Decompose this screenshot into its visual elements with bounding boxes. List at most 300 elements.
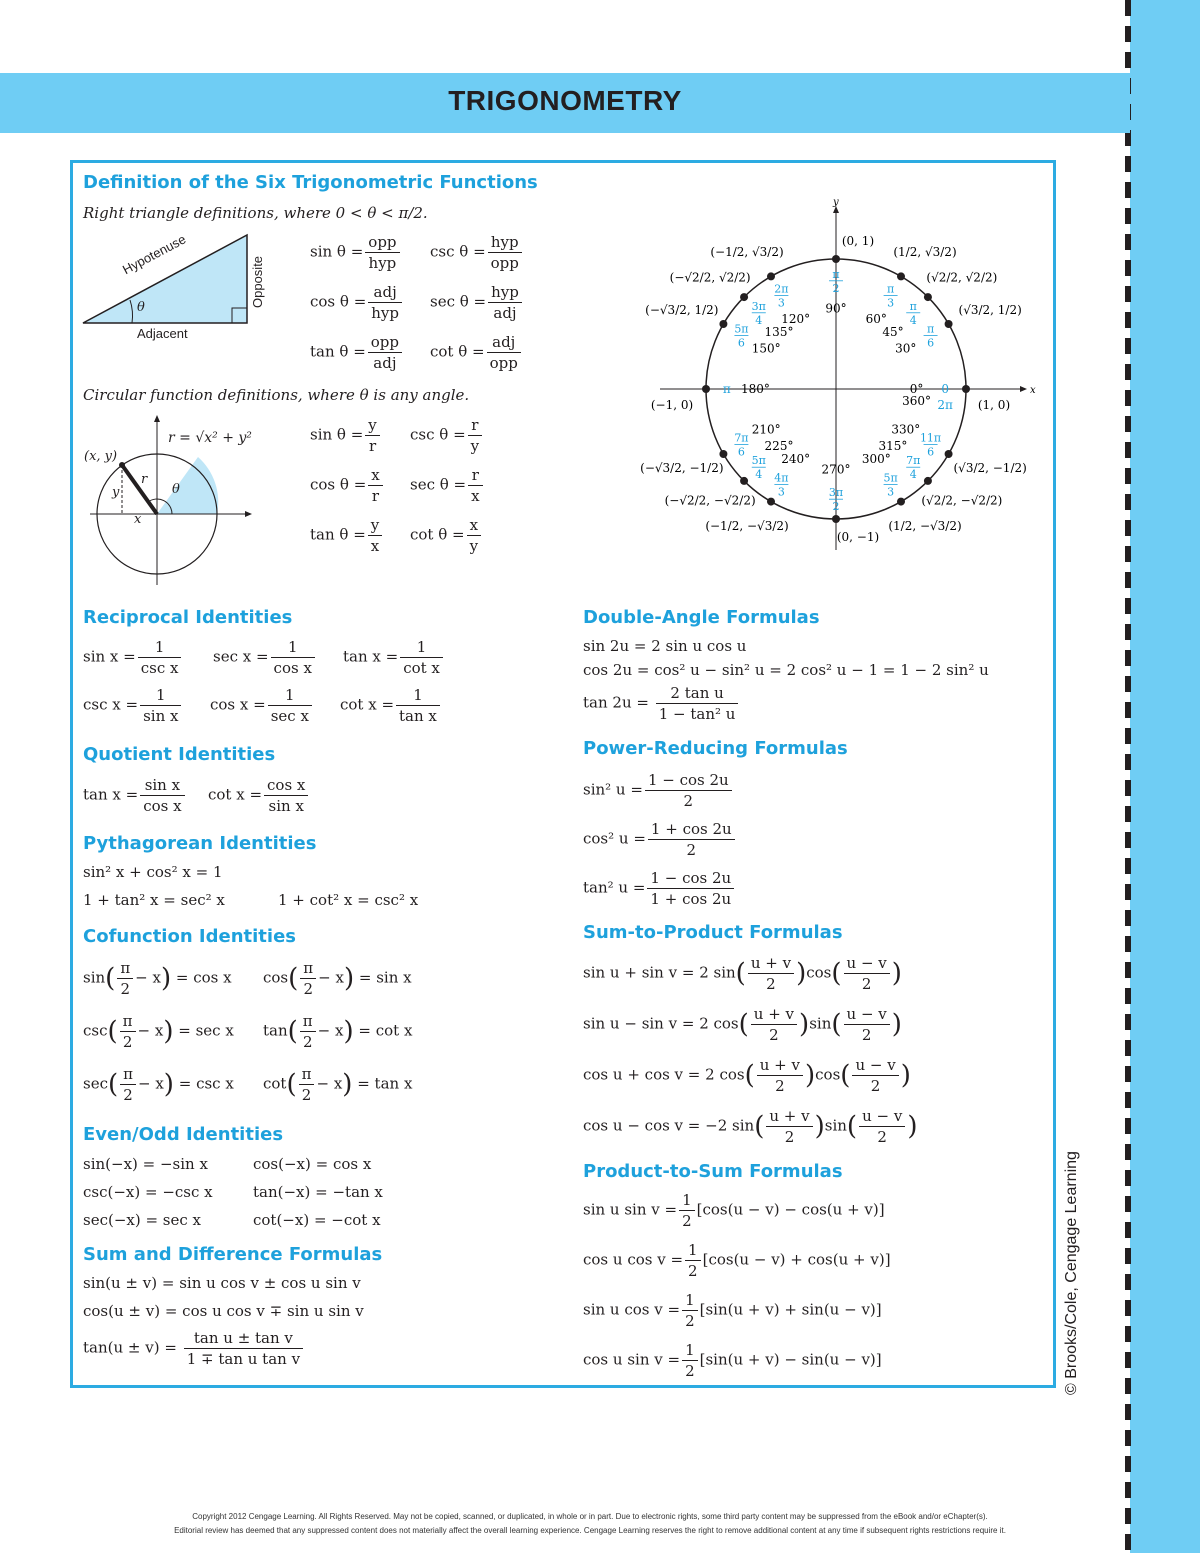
power-num-1: 1 + cos 2u [648, 819, 735, 840]
radian-num-60: π [886, 282, 895, 296]
right-def-fn: tan θ = [310, 342, 366, 361]
unit-point-135 [740, 293, 748, 301]
radian-num-225: 5π [751, 454, 766, 468]
quot-num-0: sin x [140, 775, 184, 796]
sumprod-lhs: sin u + sin v = 2 sin [583, 963, 736, 982]
coord-label-270: (0, −1) [836, 530, 880, 544]
circ-def-den-0-0: r [368, 437, 377, 455]
radian-num-135: 3π [751, 299, 766, 313]
power-reducing-heading: Power-Reducing Formulas [583, 738, 848, 759]
circ-def-fn: sec θ = [410, 475, 467, 494]
degree-label-240: 240° [781, 451, 811, 466]
circle-theta-label: θ [172, 482, 180, 497]
cofn-0-1: cos( $\frac{\pi}{2}$ − x) = sin x [263, 959, 412, 998]
unit-point-315 [924, 477, 932, 485]
radian-den-315: 4 [909, 468, 917, 482]
coord-label-135: (−√2/2, √2/2) [669, 270, 751, 285]
power-0 [583, 770, 734, 811]
prodsum-lhs: cos u sin v = [583, 1350, 681, 1369]
recip-fn: tan x = [343, 647, 399, 666]
recip-num-1-1: 1 [268, 685, 312, 706]
sumprod-b-den-3: 2 [877, 1128, 887, 1146]
right-def-1-0 [310, 282, 404, 323]
prodsum-num-3: 1 [682, 1340, 698, 1361]
circ-def-den-0-1: y [470, 437, 480, 455]
degree-label-60: 60° [865, 312, 887, 327]
recip-1-0 [83, 685, 183, 726]
recip-fn: sin x = [83, 647, 136, 666]
cofn-num-2-0: π [120, 1064, 136, 1085]
right-def-fn: sin θ = [310, 242, 364, 261]
point-label: (x, y) [84, 449, 118, 464]
cofn-den-0-1: 2 [303, 980, 313, 998]
cofn-2-1: cot( $\frac{\pi}{2}$ − x) = tan x [263, 1065, 413, 1104]
sumprod-b-num-0: u − v [844, 953, 890, 974]
cofn-num-2-1: π [299, 1064, 315, 1085]
degree-label-210: 210° [751, 422, 781, 437]
radian-label-360: 2π [937, 398, 953, 412]
circ-def-0-0 [310, 415, 382, 456]
sumdiff-line-2: cos(u ± v) = cos u cos v ∓ sin u sin v [83, 1302, 364, 1320]
radian-den-45: 4 [909, 313, 917, 327]
legal-notice-2: Editorial review has deemed that any suppressed content does not materially affect the overall learning experience. Cengage Learning reserves the right to remove additional content at any time if subsequent rights restrictions require it. [174, 1526, 1006, 1535]
radian-den-60: 3 [887, 296, 895, 310]
radian-den-120: 3 [777, 296, 785, 310]
radian-num-120: 2π [774, 282, 789, 296]
double-tan-lhs: tan 2u = [583, 693, 649, 712]
x-leg-label: x [134, 512, 142, 527]
unit-point-330 [945, 450, 953, 458]
radian-num-300: 5π [883, 471, 898, 485]
degree-label-270: 270° [821, 462, 851, 477]
unit-point-0 [962, 385, 970, 393]
quot-num-1: cos x [264, 775, 308, 796]
coord-label-180: (−1, 0) [650, 398, 694, 412]
recip-den-1-2: tan x [399, 707, 437, 725]
degree-label-225: 225° [764, 438, 794, 453]
right-def-den-0-1: opp [490, 254, 519, 272]
degree-label-300: 300° [861, 451, 891, 466]
recip-0-0 [83, 637, 183, 678]
evenodd-2-0 [83, 1210, 201, 1230]
radian-num-90: π [832, 267, 840, 281]
cofn-minus-x: − x [316, 1074, 343, 1093]
circ-def-num-2-0: y [368, 515, 382, 536]
cofn-den-0-0: 2 [120, 980, 131, 998]
sum-to-product-heading: Sum-to-Product Formulas [583, 922, 843, 943]
coord-label-90: (0, 1) [841, 234, 875, 248]
power-1 [583, 819, 737, 860]
sumdiff-heading: Sum and Difference Formulas [83, 1244, 383, 1265]
double-tan-den: 1 − tan² u [658, 705, 736, 723]
evenodd-text: tan(−x) = −tan x [253, 1183, 383, 1201]
sumprod-a-num-1: u + v [751, 1004, 797, 1025]
circ-def-num-0-1: r [468, 415, 482, 436]
sumprod-a-den-2: 2 [775, 1077, 785, 1095]
right-def-0-0 [310, 232, 402, 273]
circ-def-den-1-1: x [471, 487, 480, 505]
evenodd-text: cot(−x) = −cot x [253, 1211, 381, 1229]
right-def-fn: csc θ = [430, 242, 486, 261]
right-def-den-2-1: opp [489, 354, 518, 372]
sumprod-mid: sin [809, 1014, 832, 1033]
quot-fn: cot x = [208, 785, 263, 804]
cofn-den-1-0: 2 [122, 1033, 133, 1051]
prodsum-rhs: [sin(u + v) − sin(u − v)] [699, 1350, 882, 1369]
right-def-1-1 [430, 282, 524, 323]
sumprod-a-num-2: u + v [757, 1055, 803, 1076]
reciprocal-heading: Reciprocal Identities [83, 607, 293, 628]
recip-den-0-0: csc x [140, 659, 179, 677]
radian-den-150: 6 [737, 336, 745, 350]
radian-den-330: 6 [927, 445, 935, 459]
cofn-minus-x: − x [137, 1021, 164, 1040]
double-line-3 [583, 683, 740, 724]
sumprod-a-den-3: 2 [784, 1128, 795, 1146]
recip-fn: sec x = [213, 647, 269, 666]
opposite-label: Opposite [250, 255, 265, 308]
sumprod-a-num-3: u + v [766, 1106, 812, 1127]
circ-def-fn: cot θ = [410, 525, 465, 544]
right-margin-strip [1130, 0, 1200, 1553]
radian-den-210: 6 [737, 445, 745, 459]
unit-point-180 [702, 385, 710, 393]
definitions-heading: Definition of the Six Trigonometric Functions [83, 172, 538, 193]
radian-den-300: 3 [887, 485, 895, 499]
radian-num-150: 5π [734, 322, 749, 336]
cofn-den-2-1: 2 [301, 1086, 312, 1104]
prodsum-lhs: cos u cos v = [583, 1250, 684, 1269]
circ-def-fn: tan θ = [310, 525, 366, 544]
radian-den-225: 4 [755, 468, 763, 482]
unit-point-150 [719, 320, 727, 328]
power-den-2: 1 + cos 2u [650, 890, 732, 908]
right-def-num-2-0: opp [368, 332, 402, 353]
quot-fn: tan x = [83, 785, 139, 804]
evenodd-text: csc(−x) = −csc x [83, 1183, 213, 1201]
power-2 [583, 868, 736, 909]
evenodd-0-0 [83, 1154, 208, 1174]
power-fn: tan² u = [583, 878, 646, 897]
cofn-fn: tan [263, 1021, 288, 1040]
recip-den-0-1: cos x [273, 659, 312, 677]
sumprod-a-den-0: 2 [766, 975, 776, 993]
cofn-num-0-1: π [300, 958, 316, 979]
recip-num-0-0: 1 [138, 637, 182, 658]
degree-label-135: 135° [764, 325, 794, 340]
coord-label-45: (√2/2, √2/2) [926, 270, 998, 285]
coord-label-225: (−√2/2, −√2/2) [664, 493, 756, 508]
degree-label-120: 120° [781, 312, 811, 327]
circ-def-fn: cos θ = [310, 475, 367, 494]
circ-def-den-1-0: r [371, 487, 380, 505]
pythagorean-line-2a: 1 + tan² x = sec² x [83, 891, 225, 909]
right-def-den-1-1: adj [493, 304, 517, 322]
unit-point-270 [832, 515, 840, 523]
sumprod-lhs: cos u − cos v = −2 sin [583, 1116, 755, 1135]
sumprod-b-den-1: 2 [861, 1026, 872, 1044]
prodsum-num-1: 1 [685, 1240, 701, 1261]
cofn-minus-x: − x [138, 1074, 164, 1093]
evenodd-1-1 [253, 1182, 383, 1202]
radius-r-label: r [141, 472, 148, 487]
double-tan-num: 2 tan u [656, 683, 739, 704]
quot-den-0: cos x [143, 797, 182, 815]
sumdiff-tan-num: tan u ± tan v [184, 1328, 303, 1349]
recip-num-1-0: 1 [140, 685, 181, 706]
cofn-rhs: = cot x [358, 1021, 413, 1040]
degree-label-0: 0° [909, 382, 924, 396]
prodsum-den-1: 2 [688, 1262, 698, 1280]
degree-label-330: 330° [891, 422, 921, 437]
cofn-minus-x: − x [135, 968, 161, 987]
cofn-num-1-1: π [300, 1011, 316, 1032]
prodsum-num-0: 1 [679, 1190, 695, 1211]
circ-def-fn: csc θ = [410, 425, 466, 444]
cofn-1-1: tan( $\frac{\pi}{2}$ − x) = cot x [263, 1012, 413, 1051]
right-def-num-2-1: adj [487, 332, 521, 353]
cofn-rhs: = tan x [357, 1074, 413, 1093]
unit-point-45 [924, 293, 932, 301]
cofn-minus-x: − x [317, 1021, 344, 1040]
product-to-sum-heading: Product-to-Sum Formulas [583, 1161, 843, 1182]
x-axis-label: x [1030, 385, 1036, 396]
recip-fn: cos x = [210, 695, 266, 714]
degree-label-45: 45° [882, 325, 904, 340]
radian-label-180: π [722, 382, 731, 396]
sumprod-1: sin u − sin v = 2 cos( $\frac{u + v}{2}$ )sin( $\frac{u - v}{2}$ ) [583, 1005, 902, 1044]
evenodd-2-1 [253, 1210, 381, 1230]
sumdiff-tan-lhs: tan(u ± v) = [83, 1338, 177, 1357]
cofn-fn: cot [263, 1074, 287, 1093]
coord-label-150: (−√3/2, 1/2) [645, 303, 719, 317]
radian-den-135: 4 [755, 313, 763, 327]
unit-point-225 [740, 477, 748, 485]
sumprod-0: sin u + sin v = 2 sin( $\frac{u + v}{2}$ )cos( $\frac{u - v}{2}$ ) [583, 954, 902, 993]
double-angle-heading: Double-Angle Formulas [583, 607, 820, 628]
sumprod-a-den-1: 2 [769, 1026, 779, 1044]
right-def-den-0-0: hyp [368, 254, 397, 272]
cofn-0-0: sin( $\frac{\pi}{2}$ − x) = cos x [83, 959, 232, 998]
sumprod-3: cos u − cos v = −2 sin( $\frac{u + v}{2}$ )sin( $\frac{u - v}{2}$ ) [583, 1107, 918, 1146]
recip-num-1-2: 1 [396, 685, 440, 706]
circ-def-2-0 [310, 515, 384, 556]
coord-label-0: (1, 0) [977, 398, 1011, 412]
sumprod-b-num-1: u − v [844, 1004, 890, 1025]
cofn-fn: csc [83, 1021, 108, 1040]
radian-den-270: 2 [832, 500, 840, 514]
x-axis-arrow [1020, 386, 1027, 392]
circ-def-2-1 [410, 515, 483, 556]
power-den-0: 2 [683, 792, 694, 810]
double-line-2: cos 2u = cos² u − sin² u = 2 cos² u − 1 = 1 − 2 sin² u [583, 661, 989, 679]
sumprod-lhs: cos u + cos v = 2 cos [583, 1065, 745, 1084]
recip-den-1-1: sec x [270, 707, 309, 725]
recip-den-1-0: sin x [143, 707, 179, 725]
evenodd-text: sec(−x) = sec x [83, 1211, 202, 1229]
hypotenuse-label: Hypotenuse [120, 231, 189, 278]
prodsum-0 [583, 1190, 885, 1231]
unit-point-90 [832, 255, 840, 263]
cofn-fn: sec [83, 1074, 108, 1093]
right-def-num-1-0: adj [368, 282, 402, 303]
sumdiff-line-1: sin(u ± v) = sin u cos v ± cos u sin v [83, 1274, 361, 1292]
quot-den-1: sin x [268, 797, 304, 815]
cofn-1-0: csc( $\frac{\pi}{2}$ − x) = sec x [83, 1012, 234, 1051]
cofn-minus-x: − x [318, 968, 344, 987]
sumprod-b-num-2: u − v [852, 1055, 898, 1076]
right-def-fn: sec θ = [430, 292, 487, 311]
quot-1 [208, 775, 310, 816]
y-leg-label: y [112, 485, 120, 500]
sumprod-lhs: sin u − sin v = 2 cos [583, 1014, 739, 1033]
recip-1-2 [340, 685, 442, 726]
circ-def-num-0-0: y [365, 415, 379, 436]
evenodd-0-1 [253, 1154, 371, 1174]
power-fn: sin² u = [583, 780, 643, 799]
radian-num-45: π [909, 299, 917, 313]
sumprod-b-den-0: 2 [861, 975, 872, 993]
power-num-0: 1 − cos 2u [645, 770, 732, 791]
evenodd-heading: Even/Odd Identities [83, 1124, 284, 1145]
right-def-num-0-1: hyp [488, 232, 522, 253]
recip-num-0-2: 1 [400, 637, 443, 658]
circ-def-0-1 [410, 415, 484, 456]
sumprod-2: cos u + cos v = 2 cos( $\frac{u + v}{2}$ )cos( $\frac{u - v}{2}$ ) [583, 1056, 911, 1095]
prodsum-1 [583, 1240, 891, 1281]
power-num-2: 1 − cos 2u [647, 868, 734, 889]
cofn-num-1-0: π [120, 1011, 136, 1032]
degree-label-360: 360° [902, 394, 932, 408]
recip-fn: cot x = [340, 695, 395, 714]
unit-point-60 [897, 272, 905, 280]
degree-label-180: 180° [740, 382, 770, 396]
sumprod-mid: cos [815, 1065, 841, 1084]
coord-label-330: (√3/2, −1/2) [953, 461, 1027, 475]
cofn-fn: cos [263, 968, 289, 987]
radian-den-240: 3 [777, 485, 785, 499]
prodsum-den-0: 2 [682, 1212, 692, 1230]
right-triangle-intro: Right triangle definitions, where 0 < θ < π/2. [83, 204, 428, 222]
radius-formula: r = √x² + y² [168, 430, 252, 446]
pythagorean-line-2b: 1 + cot² x = csc² x [278, 891, 419, 909]
cofn-num-0-0: π [117, 958, 133, 979]
prodsum-lhs: sin u cos v = [583, 1300, 681, 1319]
prodsum-3 [583, 1340, 882, 1381]
radian-num-210: 7π [734, 431, 749, 445]
recip-0-2 [343, 637, 445, 678]
unit-circle-diagram [620, 195, 1050, 565]
sumdiff-tan-den: 1 ∓ tan u tan v [186, 1350, 301, 1368]
perforation-line [1125, 0, 1131, 1553]
right-def-den-1-0: hyp [371, 304, 400, 322]
right-def-2-0 [310, 332, 404, 373]
adjacent-label: Adjacent [137, 326, 188, 341]
page-title: TRIGONOMETRY [448, 85, 682, 116]
prodsum-den-2: 2 [685, 1312, 695, 1330]
unit-point-30 [945, 320, 953, 328]
radian-num-30: π [926, 322, 935, 336]
degree-label-150: 150° [751, 341, 781, 356]
radian-num-270: 3π [828, 486, 844, 500]
prodsum-2 [583, 1290, 882, 1331]
evenodd-1-0 [83, 1182, 213, 1202]
degree-label-30: 30° [895, 341, 917, 356]
radian-den-30: 6 [927, 336, 935, 350]
coord-label-240: (−1/2, −√3/2) [705, 518, 789, 533]
sumprod-a-num-0: u + v [748, 953, 794, 974]
circ-def-den-2-0: x [370, 537, 380, 555]
pythagorean-line-1: sin² x + cos² x = 1 [83, 863, 223, 881]
radian-den-90: 2 [832, 281, 840, 295]
recip-0-1 [213, 637, 317, 678]
circ-def-1-0 [310, 465, 385, 506]
coord-label-300: (1/2, −√3/2) [888, 518, 962, 533]
cofn-den-2-0: 2 [123, 1086, 133, 1104]
power-fn: cos² u = [583, 829, 646, 848]
cofn-rhs: = sec x [178, 1021, 234, 1040]
radian-num-315: 7π [906, 454, 921, 468]
right-def-num-0-0: opp [365, 232, 399, 253]
evenodd-text: sin(−x) = −sin x [83, 1155, 208, 1173]
prodsum-rhs: [sin(u + v) + sin(u − v)] [699, 1300, 882, 1319]
unit-point-300 [897, 498, 905, 506]
recip-den-0-2: cot x [403, 659, 440, 677]
right-def-fn: cos θ = [310, 292, 367, 311]
power-den-1: 2 [686, 841, 697, 859]
sumprod-b-num-3: u − v [859, 1106, 905, 1127]
radian-num-240: 4π [774, 471, 789, 485]
circ-def-num-2-1: x [467, 515, 481, 536]
circ-def-fn: sin θ = [310, 425, 364, 444]
cofn-rhs: = cos x [175, 968, 232, 987]
right-def-num-1-1: hyp [488, 282, 522, 303]
prodsum-num-2: 1 [682, 1290, 698, 1311]
prodsum-rhs: [cos(u − v) − cos(u + v)] [696, 1200, 885, 1219]
triangle-theta-label: θ [137, 300, 145, 315]
cofn-rhs: = csc x [178, 1074, 234, 1093]
circ-def-num-1-1: r [468, 465, 482, 486]
double-line-1: sin 2u = 2 sin u cos u [583, 637, 747, 655]
cofunction-heading: Cofunction Identities [83, 926, 297, 947]
side-copyright: © Brooks/Cole, Cengage Learning [1063, 1151, 1080, 1395]
right-def-fn: cot θ = [430, 342, 485, 361]
radian-label-0: 0 [941, 382, 950, 396]
circ-def-num-1-0: x [368, 465, 382, 486]
quot-0 [83, 775, 187, 816]
recip-1-1 [210, 685, 314, 726]
circ-def-1-1 [410, 465, 485, 506]
right-def-2-1 [430, 332, 523, 373]
unit-point-210 [719, 450, 727, 458]
sumprod-mid: cos [806, 963, 832, 982]
legal-notice-1: Copyright 2012 Cengage Learning. All Rights Reserved. May not be copied, scanned, or duplicated, in whole or in part. Due to electronic rights, some third party content may be suppressed from the eBook and/or eChapter(s). [192, 1512, 988, 1521]
unit-point-120 [767, 272, 775, 280]
circular-intro: Circular function definitions, where θ is any angle. [83, 386, 470, 404]
radian-num-330: 11π [919, 431, 942, 445]
sumprod-b-den-2: 2 [870, 1077, 881, 1095]
evenodd-text: cos(−x) = cos x [253, 1155, 372, 1173]
coord-label-120: (−1/2, √3/2) [710, 245, 784, 260]
prodsum-lhs: sin u sin v = [583, 1200, 678, 1219]
coord-label-30: (√3/2, 1/2) [958, 303, 1022, 317]
circ-def-den-2-1: y [469, 537, 479, 555]
recip-num-0-1: 1 [271, 637, 315, 658]
sumdiff-line-3 [83, 1328, 305, 1369]
cofn-rhs: = sin x [358, 968, 412, 987]
sumprod-mid: sin [824, 1116, 847, 1135]
degree-label-315: 315° [878, 438, 908, 453]
